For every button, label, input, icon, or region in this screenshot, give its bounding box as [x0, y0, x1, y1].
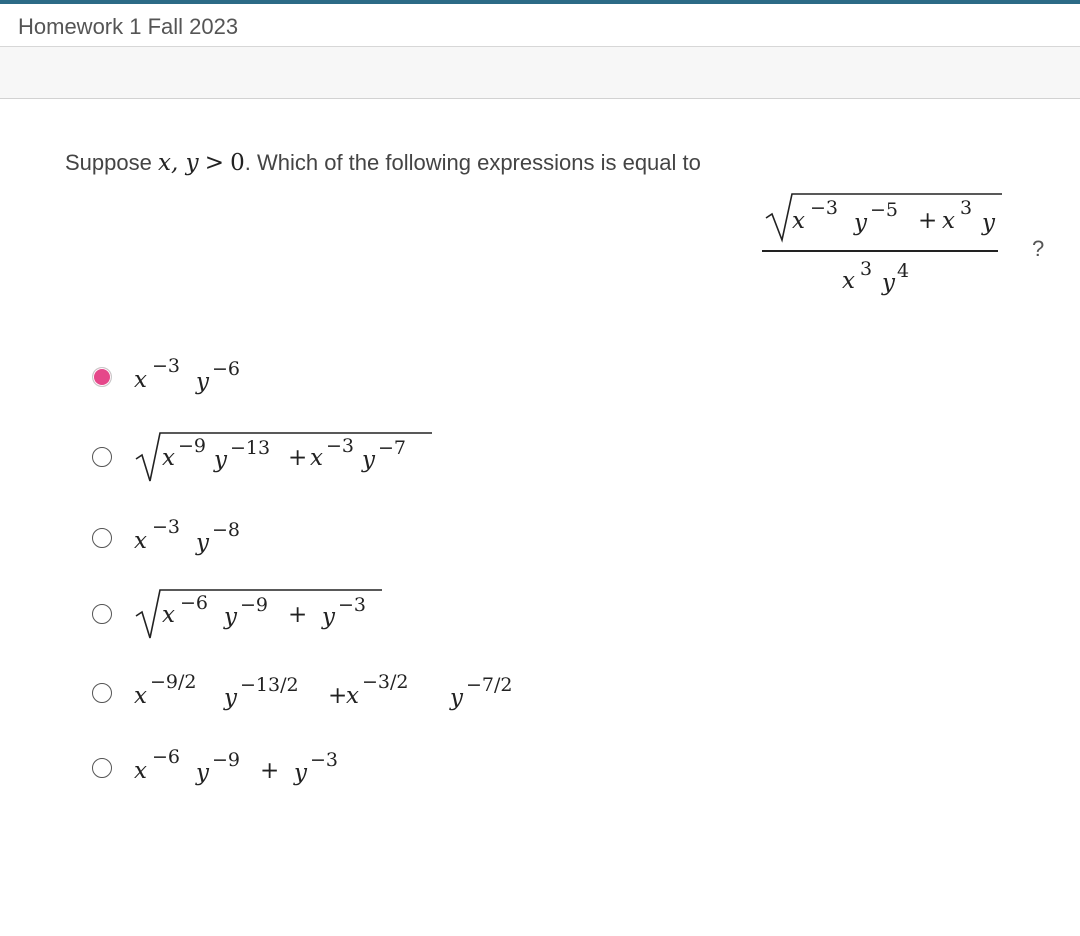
expr-exp: −13: [230, 437, 271, 459]
expr-var: x: [134, 683, 147, 709]
frac-num-y-exp: −5: [870, 199, 899, 221]
frac-num-x: x: [792, 208, 805, 234]
expr-exp: −6: [180, 592, 209, 614]
question-gt: >: [204, 150, 224, 176]
expr-var: y: [214, 447, 227, 473]
radio-button[interactable]: [92, 604, 112, 624]
expr-var: y: [196, 530, 209, 556]
question-suffix: . Which of the following expressions is equal to: [244, 150, 701, 175]
expr-plus: +: [260, 758, 280, 784]
expr-var: x: [134, 528, 147, 554]
radio-button[interactable]: [92, 758, 112, 778]
expr-exp: −9/2: [150, 671, 197, 693]
expr-exp: −6: [212, 358, 241, 380]
option-6-expression: [132, 746, 732, 806]
frac-num-x2: x: [942, 208, 955, 234]
question-text: [65, 150, 701, 176]
expr-var: x: [134, 758, 147, 784]
expr-exp: −3: [326, 435, 355, 457]
expr-exp: −9: [240, 594, 269, 616]
radio-button-selected[interactable]: [92, 367, 112, 387]
frac-num-x2-exp: 3: [960, 197, 973, 219]
option-5-expression: [132, 671, 732, 731]
option-4-expression: [132, 582, 732, 642]
frac-den-y: y: [882, 270, 895, 296]
expr-exp: −6: [152, 746, 181, 768]
fraction-bar: [762, 250, 998, 252]
expr-var: x: [134, 367, 147, 393]
expr-exp: −8: [212, 519, 241, 541]
expr-var: y: [294, 760, 307, 786]
expr-var: x: [162, 602, 175, 628]
expr-var: y: [224, 604, 237, 630]
expr-exp: −3: [152, 355, 181, 377]
expr-var: x: [310, 445, 323, 471]
toolbar: [0, 47, 1080, 99]
option-1-expression: [132, 355, 732, 415]
radio-button[interactable]: [92, 528, 112, 548]
frac-num-x-exp: −3: [810, 197, 839, 219]
frac-num-y: y: [854, 210, 867, 236]
expr-exp: −13/2: [240, 674, 299, 696]
expr-var: y: [196, 760, 209, 786]
expr-exp: −9: [212, 749, 241, 771]
assignment-title: Homework 1 Fall 2023: [18, 14, 239, 39]
expr-exp: −9: [178, 435, 207, 457]
expr-var: y: [362, 447, 375, 473]
expr-var: y: [450, 685, 463, 711]
radio-button[interactable]: [92, 447, 112, 467]
radio-button[interactable]: [92, 683, 112, 703]
question-mark: ?: [1032, 236, 1045, 261]
expr-plus: +: [328, 683, 348, 709]
expr-exp: −3: [310, 749, 339, 771]
option-2-expression: [132, 425, 732, 485]
expr-plus: +: [288, 445, 308, 471]
question-zero: 0: [230, 150, 245, 176]
expr-exp: −3: [338, 594, 367, 616]
expr-var: y: [196, 369, 209, 395]
option-3-expression: [132, 516, 732, 576]
expr-exp: −7: [378, 437, 407, 459]
expr-exp: −3/2: [362, 671, 409, 693]
expr-var: x: [162, 445, 175, 471]
frac-den-x: x: [842, 268, 855, 294]
expr-exp: −3: [152, 516, 181, 538]
frac-den-x-exp: 3: [860, 258, 873, 280]
assignment-header: [0, 4, 1080, 47]
expr-exp: −7/2: [466, 674, 513, 696]
expr-plus: +: [288, 602, 308, 628]
question-vars: x, y: [157, 150, 199, 176]
expr-var: y: [322, 604, 335, 630]
expr-var: y: [224, 685, 237, 711]
frac-num-y2: y: [982, 210, 995, 236]
expr-var: x: [346, 683, 359, 709]
frac-den-y-exp: 4: [897, 260, 910, 282]
frac-plus: +: [918, 208, 938, 234]
question-prefix: Suppose: [65, 150, 152, 175]
